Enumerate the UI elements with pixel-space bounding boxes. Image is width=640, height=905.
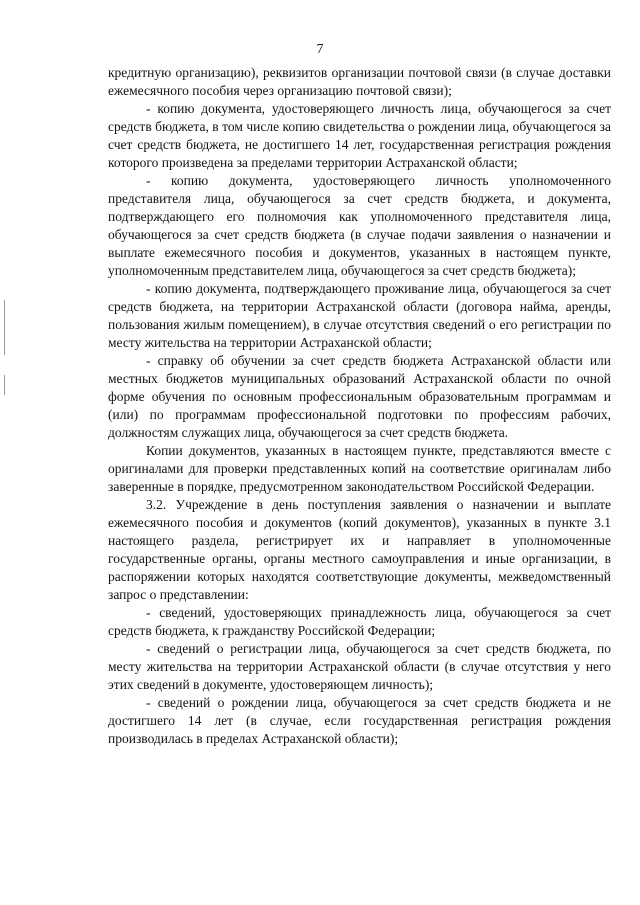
paragraph-residence-document-copy: - копию документа, подтверждающего проживание лица, обучающегося за счет средств бюджета, на территории Астраханской области (договора найма, аренды, пользования жилым помещением), в случае отсутствия сведений о его регистрации по месту жительства на территории Астраханской области; — [108, 281, 611, 350]
page-number: 7 — [316, 41, 324, 56]
paragraph-registration-info: - сведений о регистрации лица, обучающегося за счет средств бюджета, по месту жительства на территории Астраханской области (в случае отсутствия у него этих сведений в документе, удостоверяющем личность); — [108, 641, 611, 692]
scan-edge-mark — [4, 375, 5, 395]
paragraph-study-certificate: - справку об обучении за счет средств бюджета Астраханской области или местных бюджетов муниципальных образований Астраханской области по очной форме обучения по основным профессиональным образовательным программам и (или) по программам профессиональной подготовки по профессиям рабочих, должностям служащих лица, обучающегося за счет средств бюджета. — [108, 353, 611, 440]
scan-edge-mark — [4, 300, 5, 355]
paragraph-copies-verification: Копии документов, указанных в настоящем пункте, представляются вместе с оригиналами для проверки представленных копий на соответствие оригиналам либо заверенные в порядке, предусмотренном законодательством Российской Федерации. — [108, 443, 611, 494]
paragraph-representative-document-copy: - копию документа, удостоверяющего личность уполномоченного представителя лица, обучающегося за счет средств бюджета, и документа, подтверждающего его полномочия как уполномоченного представителя лица, обучающегося за счет средств бюджета (в случае подачи заявления о назначении и выплате ежемесячного пособия и документов, указанных в настоящем пункте, уполномоченным представителем лица, обучающегося за счет средств бюджета); — [108, 173, 611, 278]
paragraph-citizenship-info: - сведений, удостоверяющих принадлежность лица, обучающегося за счет средств бюджета, к гражданству Российской Федерации; — [108, 605, 611, 638]
paragraph-identity-document-copy: - копию документа, удостоверяющего личность лица, обучающегося за счет средств бюджета, в том числе копию свидетельства о рождении лица, обучающегося за счет средств бюджета, не достигшего 14 лет, государственная регистрация рождения которого произведена за пределами территории Астраханской области; — [108, 101, 611, 170]
document-body — [108, 64, 611, 748]
paragraph-birth-info: - сведений о рождении лица, обучающегося за счет средств бюджета и не достигшего 14 лет (в случае, если государственная регистрация рождения производилась в пределах Астраханской области); — [108, 695, 611, 746]
paragraph-continuation: кредитную организацию), реквизитов организации почтовой связи (в случае доставки ежемесячного пособия через организацию почтовой связи); — [108, 65, 611, 98]
paragraph-section-3-2: 3.2. Учреждение в день поступления заявления о назначении и выплате ежемесячного пособия и документов (копий документов), указанных в пункте 3.1 настоящего раздела, регистрирует их и направляет в уполномоченные государственные органы, органы местного самоуправления и иные организации, в распоряжении которых находятся соответствующие документы, межведомственный запрос о представлении: — [108, 497, 611, 602]
